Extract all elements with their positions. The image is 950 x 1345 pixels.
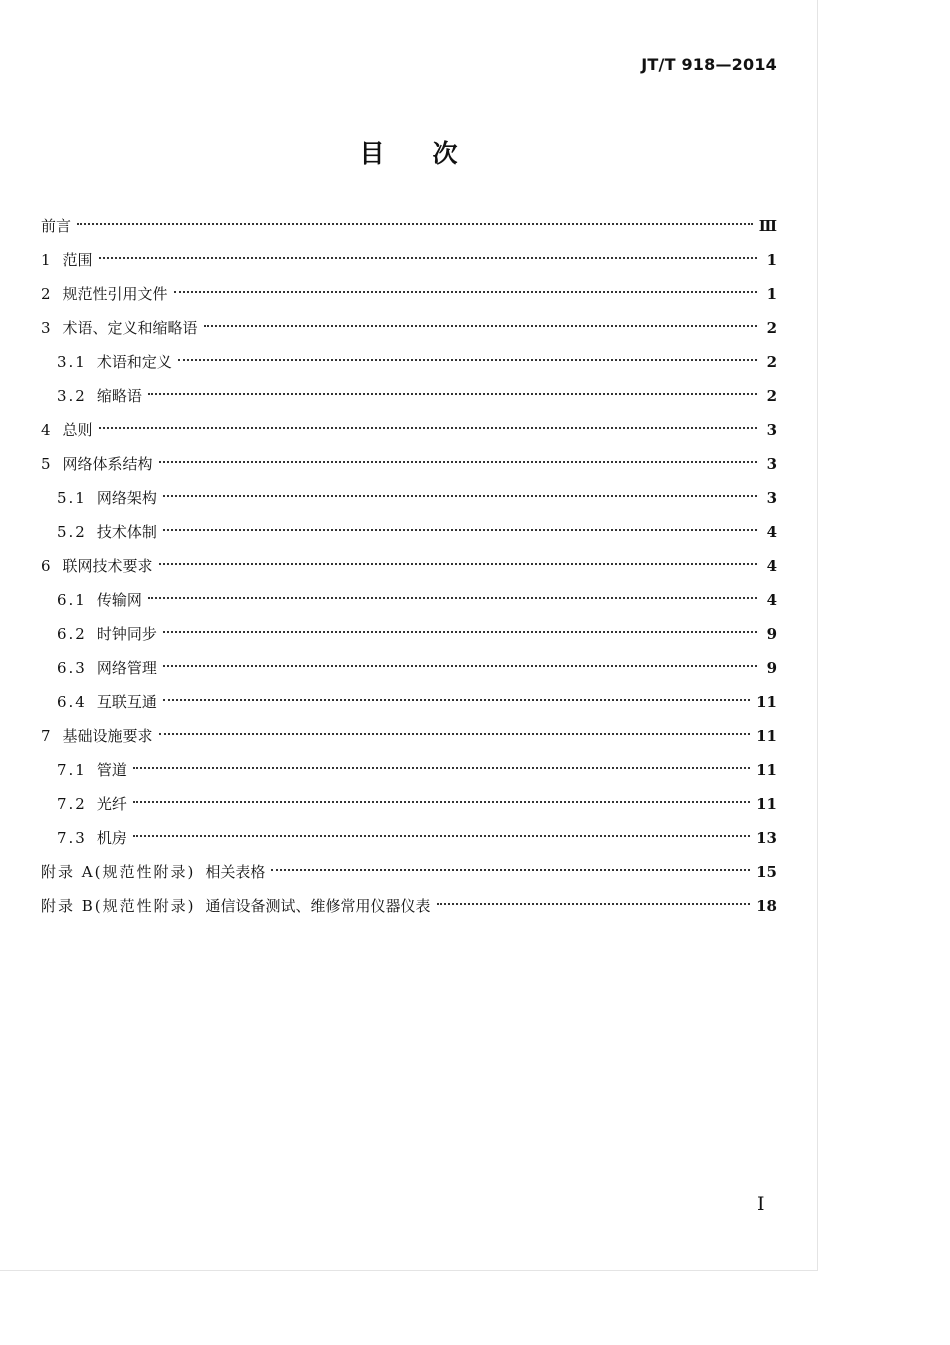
toc-entry-label — [41, 209, 71, 243]
dot-leader — [148, 393, 757, 395]
dot-leader — [178, 359, 757, 361]
toc-entry-page: 4 — [766, 591, 777, 609]
toc-entry[interactable] — [41, 311, 777, 345]
toc-entry[interactable] — [41, 617, 777, 651]
toc-entry[interactable] — [41, 719, 777, 753]
toc-entry-page: 4 — [766, 557, 777, 575]
page-title: 目次 — [359, 139, 506, 168]
toc-entry-label — [57, 685, 157, 719]
toc-entry-text: 缩略语 — [96, 387, 142, 405]
toc-entry-label — [57, 651, 157, 685]
toc-entry-page: 11 — [756, 795, 777, 813]
toc-entry-number: 7.3 — [57, 829, 87, 847]
toc-entry-page: 11 — [756, 693, 777, 711]
toc-entry-text: 相关表格 — [205, 863, 266, 881]
toc-entry-page: 3 — [766, 489, 777, 507]
toc-entry-page: 11 — [756, 761, 777, 779]
toc-entry-label — [57, 753, 127, 787]
toc-entry-page: 2 — [766, 353, 777, 371]
dot-leader — [159, 563, 757, 565]
toc-entry-label — [41, 277, 168, 311]
dot-leader — [163, 631, 757, 633]
toc-entry-label — [57, 787, 127, 821]
dot-leader — [163, 665, 757, 667]
toc-entry-page: 1 — [766, 285, 777, 303]
toc-entry-number: 7 — [41, 727, 53, 745]
toc-entry-text: 互联互通 — [96, 693, 157, 711]
toc-entry[interactable] — [41, 413, 777, 447]
toc-entry-label — [41, 311, 198, 345]
toc-entry-text: 网络架构 — [96, 489, 157, 507]
toc-entry-text: 术语和定义 — [96, 353, 172, 371]
toc-entry-label — [57, 583, 142, 617]
toc-entry-number: 5.2 — [57, 523, 87, 541]
toc-entry-page: 9 — [766, 625, 777, 643]
toc-entry[interactable] — [41, 243, 777, 277]
toc-entry-number: 附录 A(规范性附录) — [41, 863, 196, 881]
toc-entry-label — [41, 413, 93, 447]
toc-entry-page: 18 — [756, 897, 777, 915]
dot-leader — [271, 869, 750, 871]
toc-entry-number: 3 — [41, 319, 53, 337]
toc-entry-text: 网络管理 — [96, 659, 157, 677]
toc-entry-page: 4 — [766, 523, 777, 541]
toc-entry-number: 1 — [41, 251, 53, 269]
toc-entry-text: 机房 — [96, 829, 127, 847]
toc-entry-label — [41, 447, 153, 481]
toc-entry[interactable] — [41, 787, 777, 821]
toc-entry-number: 6.3 — [57, 659, 87, 677]
toc-entry-text: 范围 — [62, 251, 93, 269]
toc-entry[interactable] — [41, 549, 777, 583]
toc-entry[interactable] — [41, 855, 777, 889]
toc-entry-text: 规范性引用文件 — [62, 285, 168, 303]
dot-leader — [204, 325, 757, 327]
toc-entry-page: 11 — [756, 727, 777, 745]
toc-entry[interactable] — [41, 515, 777, 549]
toc-entry-label — [41, 549, 153, 583]
toc-entry-number: 6.1 — [57, 591, 87, 609]
toc-entry-text: 术语、定义和缩略语 — [62, 319, 198, 337]
toc-entry-number: 7.1 — [57, 761, 87, 779]
toc-entry-text: 通信设备测试、维修常用仪器仪表 — [205, 897, 431, 915]
toc-entry-page: 1 — [766, 251, 777, 269]
dot-leader — [159, 733, 751, 735]
dot-leader — [133, 767, 750, 769]
dot-leader — [133, 801, 750, 803]
toc-entry[interactable] — [41, 345, 777, 379]
toc-entry-label — [57, 379, 142, 413]
toc-entry-text: 时钟同步 — [96, 625, 157, 643]
toc-entry-page: 15 — [756, 863, 777, 881]
toc-entry-number: 3.2 — [57, 387, 87, 405]
toc-entry-label — [41, 243, 93, 277]
dot-leader — [159, 461, 757, 463]
toc-entry-label — [57, 481, 157, 515]
toc-entry-text: 基础设施要求 — [62, 727, 153, 745]
toc-entry-number: 附录 B(规范性附录) — [41, 897, 196, 915]
toc-entry-text: 光纤 — [96, 795, 127, 813]
toc-entry-number: 3.1 — [57, 353, 87, 371]
toc-entry-text: 前言 — [41, 217, 72, 235]
toc-entry-number: 5.1 — [57, 489, 87, 507]
toc-entry-text: 联网技术要求 — [62, 557, 153, 575]
dot-leader — [99, 427, 757, 429]
toc-entry-label — [57, 515, 157, 549]
toc-entry-label — [57, 345, 172, 379]
toc-entry-number: 7.2 — [57, 795, 87, 813]
toc-entry-text: 技术体制 — [96, 523, 157, 541]
toc-entry-number: 6.2 — [57, 625, 87, 643]
toc-entry-number: 6.4 — [57, 693, 87, 711]
dot-leader — [174, 291, 757, 293]
toc-entry[interactable] — [41, 379, 777, 413]
dot-leader — [133, 835, 750, 837]
toc-entry-text: 总则 — [62, 421, 93, 439]
document-code: JT/T 918—2014 — [641, 55, 777, 74]
toc-entry[interactable] — [41, 583, 777, 617]
toc-entry-page: 2 — [766, 387, 777, 405]
dot-leader — [437, 903, 751, 905]
toc-entry[interactable] — [41, 651, 777, 685]
toc-entry-page: Ⅲ — [758, 217, 777, 235]
toc-entry[interactable] — [41, 821, 777, 855]
toc-entry-page: 3 — [766, 455, 777, 473]
dot-leader — [148, 597, 757, 599]
dot-leader — [77, 223, 753, 225]
toc-entry-page: 9 — [766, 659, 777, 677]
toc-entry-label — [41, 719, 153, 753]
dot-leader — [163, 495, 757, 497]
toc-entry-number: 6 — [41, 557, 53, 575]
toc-entry-page: 3 — [766, 421, 777, 439]
toc-entry[interactable] — [41, 753, 777, 787]
toc-entry[interactable] — [41, 685, 777, 719]
toc-entry-text: 传输网 — [96, 591, 142, 609]
table-of-contents — [41, 209, 777, 923]
dot-leader — [163, 529, 757, 531]
toc-entry-page: 13 — [756, 829, 777, 847]
dot-leader — [99, 257, 757, 259]
toc-entry[interactable] — [41, 447, 777, 481]
toc-entry-label — [57, 617, 157, 651]
toc-entry[interactable] — [41, 277, 777, 311]
toc-entry[interactable] — [41, 889, 777, 923]
toc-entry-text: 管道 — [96, 761, 127, 779]
toc-entry-label — [57, 821, 127, 855]
toc-entry-label — [41, 889, 431, 923]
toc-entry-label — [41, 855, 265, 889]
toc-entry-text: 网络体系结构 — [62, 455, 153, 473]
toc-entry[interactable] — [41, 209, 777, 243]
toc-entry-number: 4 — [41, 421, 53, 439]
dot-leader — [163, 699, 750, 701]
toc-entry-number: 2 — [41, 285, 53, 303]
toc-entry-page: 2 — [766, 319, 777, 337]
toc-entry[interactable] — [41, 481, 777, 515]
toc-entry-number: 5 — [41, 455, 53, 473]
page-number: I — [757, 1193, 765, 1215]
